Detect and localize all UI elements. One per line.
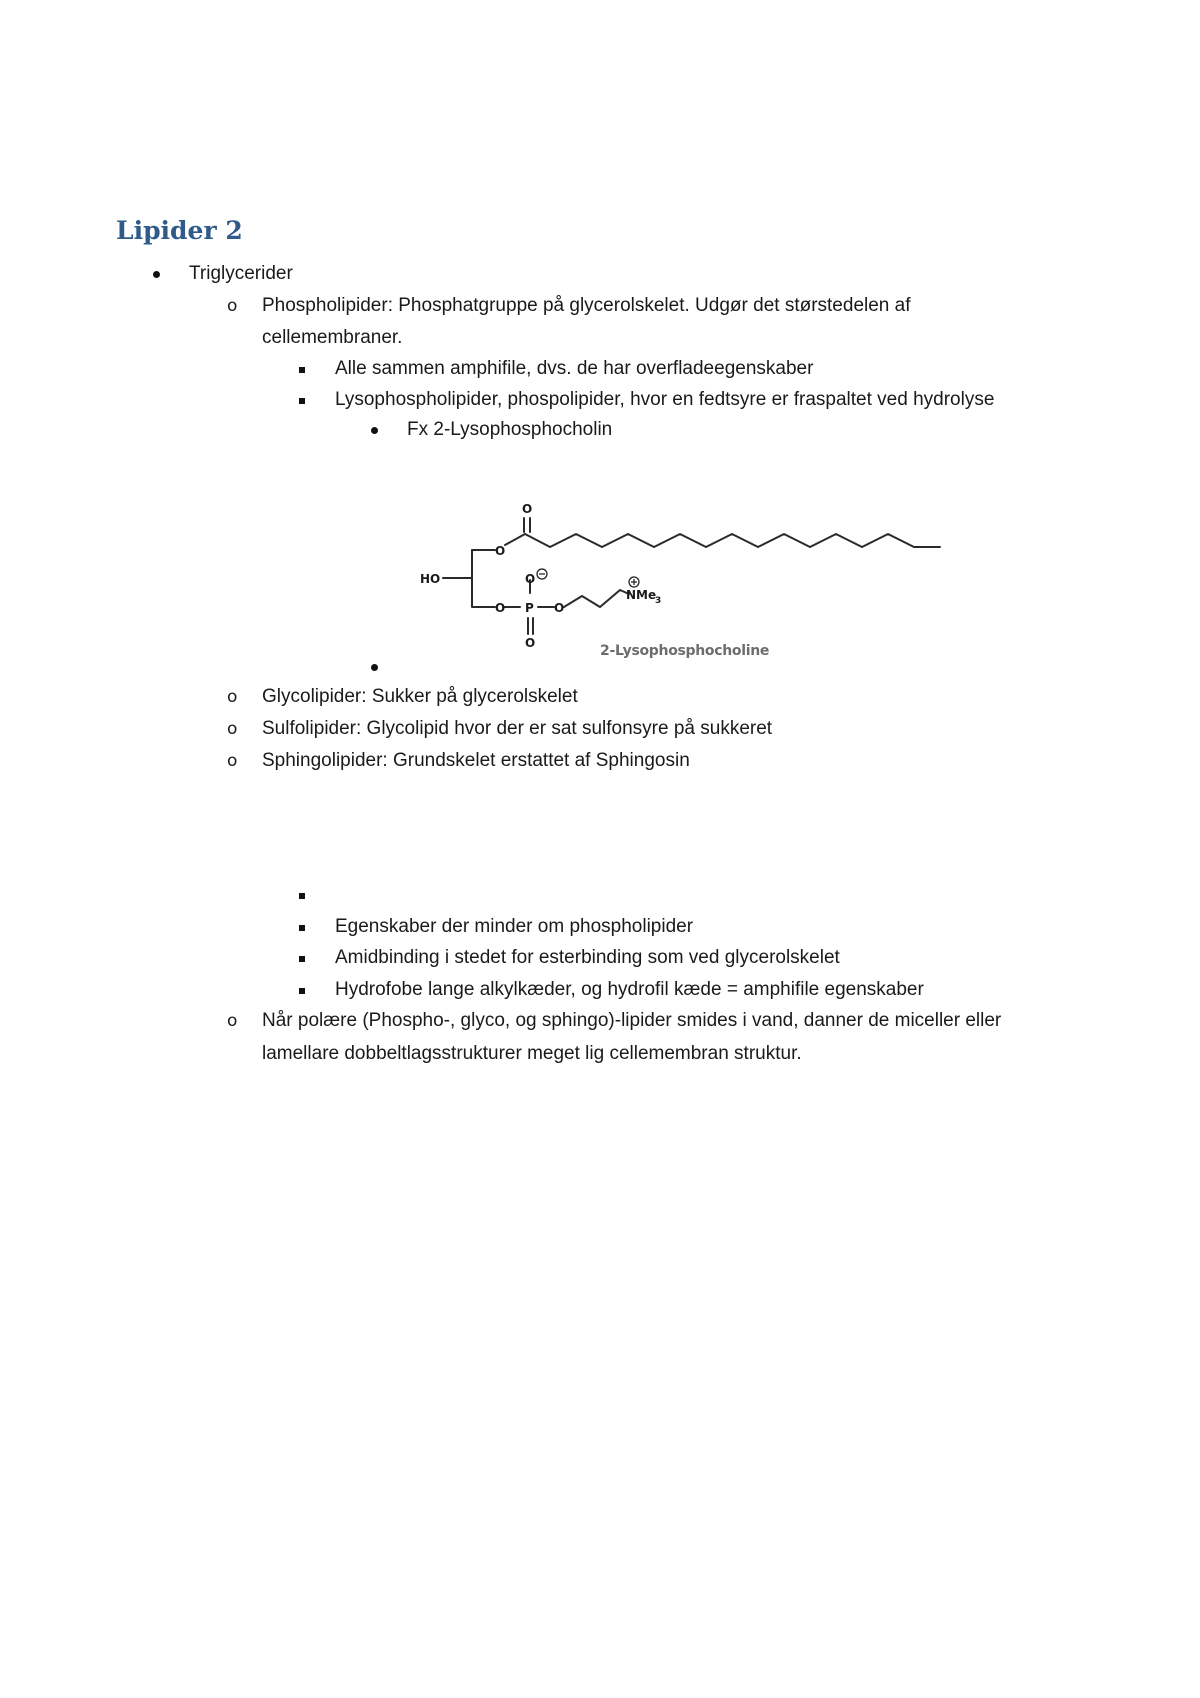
- trimethylammonium-label: NMe: [626, 588, 657, 602]
- bullet-circle-icon: o: [227, 296, 238, 316]
- list-item-text: Sulfolipider: Glycolipid hvor der er sat sulfonsyre på sukkeret: [262, 718, 773, 739]
- bullet-circle-icon: o: [227, 751, 238, 771]
- list-item-text: lamellare dobbeltlagsstrukturer meget lig cellemembran struktur.: [262, 1043, 802, 1064]
- list-item-text: Sphingolipider: Grundskelet erstattet af Sphingosin: [262, 750, 690, 771]
- list-item-text: Amidbinding i stedet for esterbinding som ved glycerolskelet: [335, 947, 840, 968]
- oxygen-link-label: O: [554, 601, 565, 615]
- oxygen-ester-label: O: [495, 544, 506, 558]
- list-item-text: Glycolipider: Sukker på glycerolskelet: [262, 686, 578, 707]
- lysophosphocholine-structure: [420, 462, 960, 662]
- list-item-text: Fx 2-Lysophosphocholin: [407, 419, 613, 440]
- list-item-text: cellemembraner.: [262, 327, 403, 348]
- oxygen-double-bond-label: O: [525, 636, 536, 650]
- page-title: Lipider 2: [116, 216, 243, 245]
- list-item-text: Lysophospholipider, phospolipider, hvor en fedtsyre er fraspaltet ved hydrolyse: [335, 389, 995, 410]
- list-item-text: Egenskaber der minder om phospholipider: [335, 916, 694, 937]
- trimethylammonium-subscript: 3: [655, 596, 662, 606]
- list-item-text: Hydrofobe lange alkylkæder, og hydrofil kæde = amphifile egenskaber: [335, 979, 924, 1000]
- oxygen-carbonyl-label: O: [522, 502, 533, 516]
- bullet-circle-icon: o: [227, 719, 238, 739]
- bullet-circle-icon: o: [227, 1011, 238, 1031]
- bullet-circle-icon: o: [227, 687, 238, 707]
- list-item-text: Phospholipider: Phosphatgruppe på glycerolskelet. Udgør det størstedelen af: [262, 295, 911, 316]
- oxygen-anion-label: O: [525, 572, 536, 586]
- list-item-text: Alle sammen amphifile, dvs. de har overfladeegenskaber: [335, 358, 814, 379]
- molecule-caption: 2-Lysophosphocholine: [600, 643, 770, 659]
- list-item-text: Triglycerider: [189, 263, 293, 284]
- hydroxyl-label: HO: [420, 572, 441, 586]
- oxygen-phosphoester-label: O: [495, 601, 506, 615]
- phosphorus-label: P: [525, 601, 534, 615]
- list-item-text: Når polære (Phospho-, glyco, og sphingo)-lipider smides i vand, danner de miceller eller: [262, 1010, 1002, 1031]
